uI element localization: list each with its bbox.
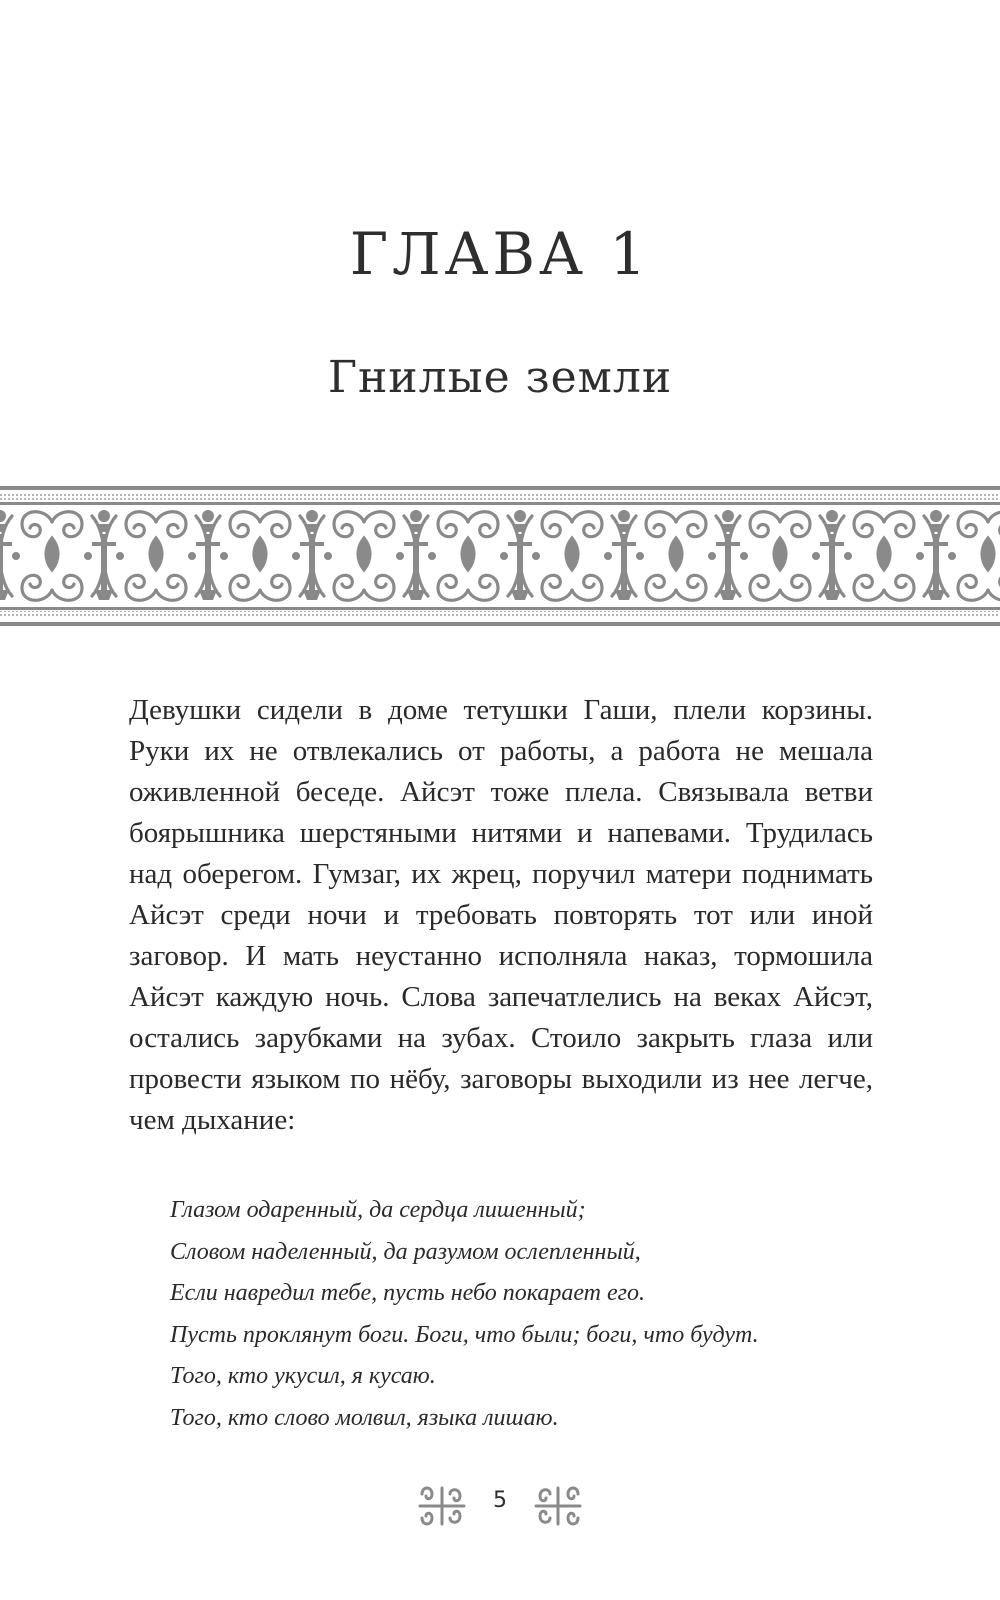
verse-line: Пусть проклянут боги. Боги, что были; боги, что будут. bbox=[170, 1321, 759, 1348]
verse-block bbox=[170, 1190, 950, 1439]
chapter-title: Гнилые земли bbox=[327, 352, 673, 403]
body-paragraph: Девушки сидели в доме тетушки Гаши, плели корзины. Руки их не отвлекались от работы, а работа не мешала оживленной беседе. Айсэт тоже плела. Связывала ветви боярышника шерстяными нитями и напевами. Трудилась над оберегом. Гумзаг, их жрец, поручил матери поднимать Айсэт среди ночи и требовать повторять тот или иной заговор. И мать неустанно исполняла наказ, тормошила Айсэт каждую ночь. Слова запечатлелись на веках Айсэт, остались зарубками на зубах. Стоило закрыть глаза или провести языком по нёбу, заговоры выходили из нее легче, чем дыхание: bbox=[129, 694, 873, 1136]
verse-line: Если навредил тебе, пусть небо покарает его. bbox=[170, 1280, 646, 1306]
chapter-number: ГЛАВА 1 bbox=[349, 220, 651, 288]
verse-line: Того, кто слово молвил, языка лишаю. bbox=[170, 1404, 559, 1431]
page-number: 5 bbox=[493, 1488, 507, 1513]
footer-ornament-icon bbox=[418, 1484, 466, 1528]
verse-line: Словом наделенный, да разумом ослепленный, bbox=[170, 1238, 641, 1265]
verse-line: Глазом одаренный, да сердца лишенный; bbox=[170, 1197, 586, 1223]
footer-ornament-icon bbox=[534, 1484, 582, 1528]
folk-ornament-band-icon bbox=[0, 486, 1000, 626]
page-footer bbox=[0, 1478, 1000, 1534]
verse-line: Того, кто укусил, я кусаю. bbox=[170, 1363, 436, 1389]
